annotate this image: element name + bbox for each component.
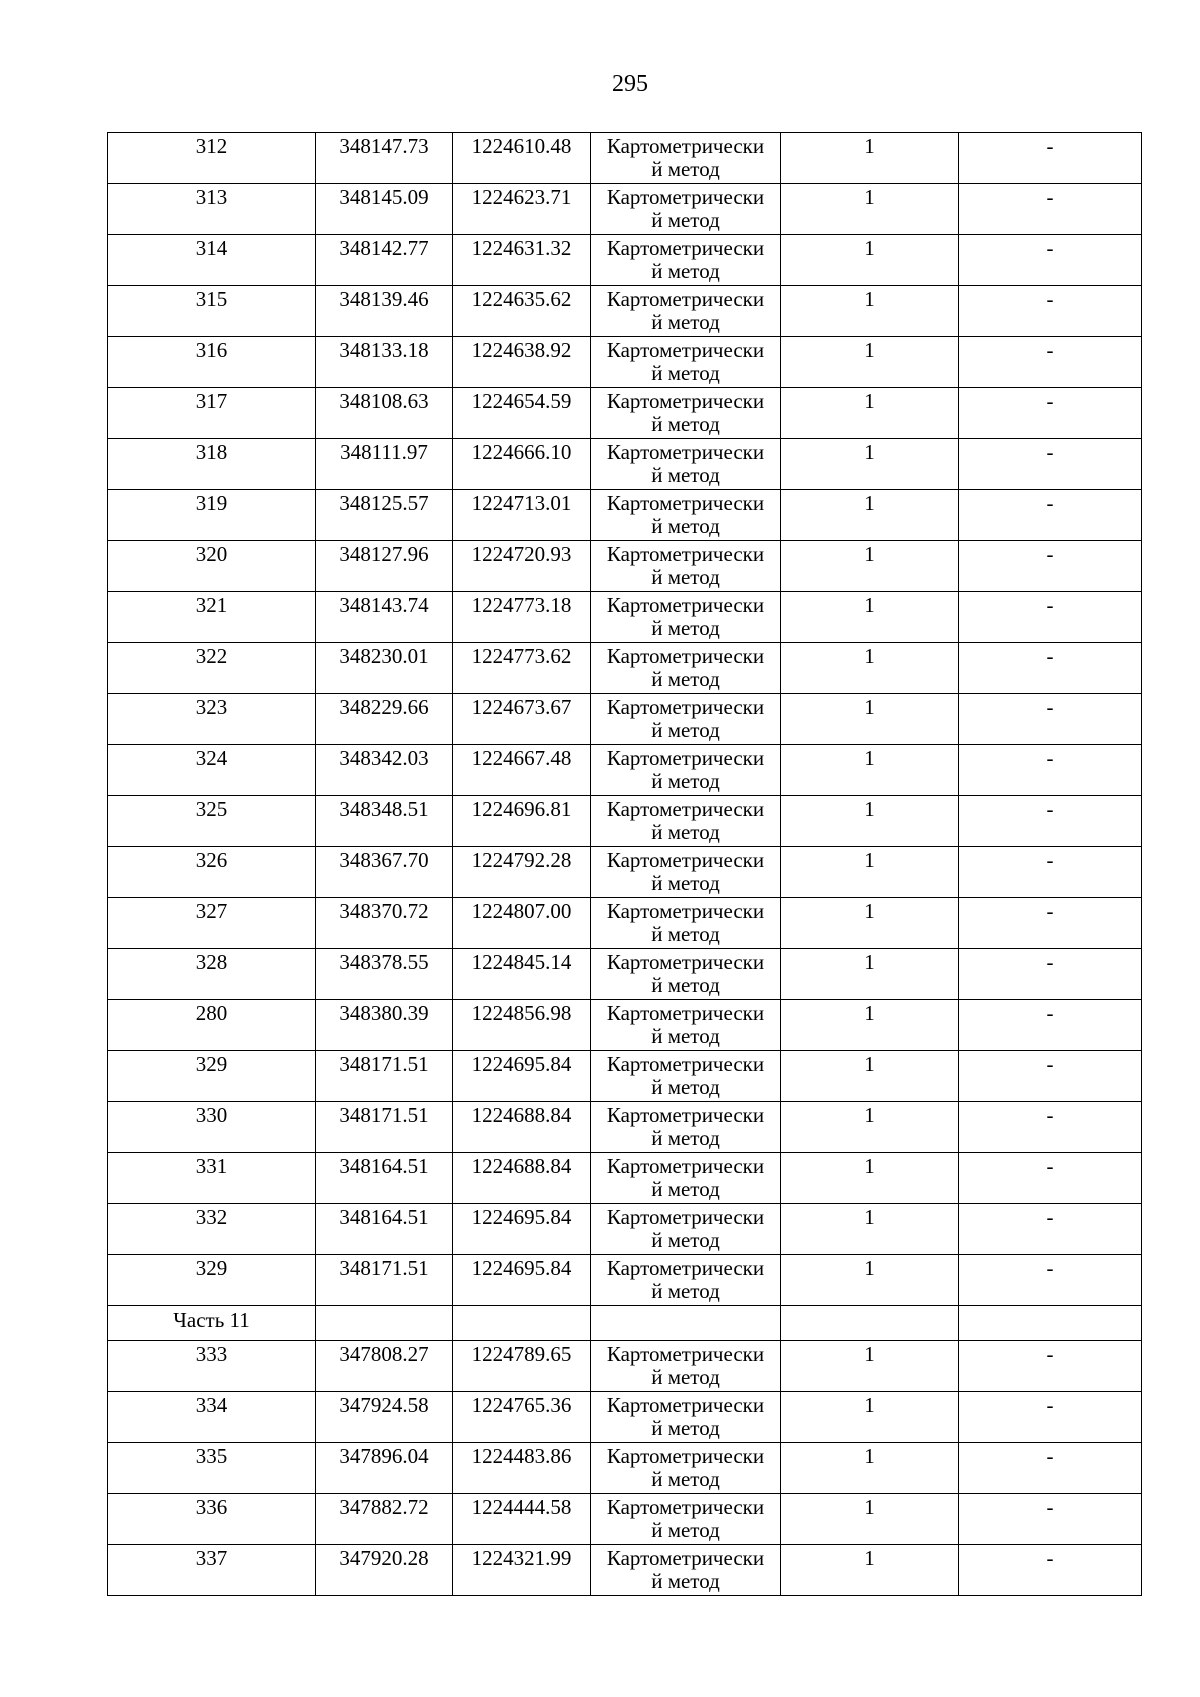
accuracy-cell: 1 [781, 388, 959, 439]
y-coordinate-cell: 1224673.67 [453, 694, 591, 745]
accuracy-cell: 1 [781, 745, 959, 796]
accuracy-cell: 1 [781, 796, 959, 847]
section-label: Часть 11 [108, 1306, 316, 1341]
description-cell: - [959, 847, 1142, 898]
accuracy-cell: 1 [781, 1443, 959, 1494]
method-cell [591, 133, 781, 184]
accuracy-cell: 1 [781, 235, 959, 286]
point-number-cell: 331 [108, 1153, 316, 1204]
x-coordinate-cell: 348229.66 [316, 694, 453, 745]
table-row [108, 1494, 1142, 1545]
table-row [108, 1443, 1142, 1494]
method-line-2: й метод [651, 1365, 720, 1389]
method-line-2: й метод [651, 922, 720, 946]
table-row [108, 235, 1142, 286]
method-line-2: й метод [651, 871, 720, 895]
point-number-cell: 315 [108, 286, 316, 337]
method-cell [591, 592, 781, 643]
point-number-cell: 317 [108, 388, 316, 439]
table-row [108, 694, 1142, 745]
method-cell [591, 1102, 781, 1153]
coordinates-table-body [108, 133, 1142, 1596]
y-coordinate-cell: 1224807.00 [453, 898, 591, 949]
page-number: 295 [612, 71, 648, 97]
table-row [108, 643, 1142, 694]
x-coordinate-cell: 348348.51 [316, 796, 453, 847]
empty-cell [316, 1306, 453, 1341]
method-line-2: й метод [651, 1467, 720, 1491]
method-cell [591, 286, 781, 337]
description-cell: - [959, 439, 1142, 490]
method-line-2: й метод [651, 1279, 720, 1303]
method-cell [591, 949, 781, 1000]
point-number-cell: 328 [108, 949, 316, 1000]
table-row [108, 490, 1142, 541]
description-cell: - [959, 1494, 1142, 1545]
description-cell: - [959, 745, 1142, 796]
table-row [108, 1392, 1142, 1443]
method-cell [591, 337, 781, 388]
point-number-cell: 319 [108, 490, 316, 541]
description-cell: - [959, 1153, 1142, 1204]
description-cell: - [959, 388, 1142, 439]
method-cell [591, 1443, 781, 1494]
point-number-cell: 324 [108, 745, 316, 796]
y-coordinate-cell: 1224695.84 [453, 1255, 591, 1306]
accuracy-cell: 1 [781, 694, 959, 745]
method-line-2: й метод [651, 973, 720, 997]
y-coordinate-cell: 1224638.92 [453, 337, 591, 388]
table-row [108, 592, 1142, 643]
method-line-2: й метод [651, 361, 720, 385]
method-line-1: Картометрически [606, 542, 765, 566]
method-line-1: Картометрически [606, 899, 765, 923]
table-row [108, 847, 1142, 898]
y-coordinate-cell: 1224695.84 [453, 1204, 591, 1255]
method-line-1: Картометрически [606, 1154, 765, 1178]
y-coordinate-cell: 1224792.28 [453, 847, 591, 898]
method-line-2: й метод [651, 1075, 720, 1099]
point-number-cell: 336 [108, 1494, 316, 1545]
method-cell [591, 1392, 781, 1443]
point-number-cell: 322 [108, 643, 316, 694]
accuracy-cell: 1 [781, 1000, 959, 1051]
point-number-cell: 313 [108, 184, 316, 235]
method-line-1: Картометрически [606, 1001, 765, 1025]
accuracy-cell: 1 [781, 1255, 959, 1306]
method-line-2: й метод [651, 820, 720, 844]
description-cell: - [959, 1051, 1142, 1102]
method-cell [591, 490, 781, 541]
point-number-cell: 334 [108, 1392, 316, 1443]
description-cell: - [959, 235, 1142, 286]
accuracy-cell: 1 [781, 1204, 959, 1255]
y-coordinate-cell: 1224773.62 [453, 643, 591, 694]
method-line-1: Картометрически [606, 491, 765, 515]
table-row [108, 1255, 1142, 1306]
table-row [108, 1341, 1142, 1392]
point-number-cell: 323 [108, 694, 316, 745]
accuracy-cell: 1 [781, 847, 959, 898]
method-line-1: Картометрически [606, 797, 765, 821]
accuracy-cell: 1 [781, 1341, 959, 1392]
x-coordinate-cell: 348139.46 [316, 286, 453, 337]
point-number-cell: 337 [108, 1545, 316, 1596]
description-cell: - [959, 1341, 1142, 1392]
method-line-2: й метод [651, 667, 720, 691]
description-cell: - [959, 949, 1142, 1000]
method-line-2: й метод [651, 565, 720, 589]
point-number-cell: 280 [108, 1000, 316, 1051]
method-line-2: й метод [651, 463, 720, 487]
y-coordinate-cell: 1224856.98 [453, 1000, 591, 1051]
description-cell: - [959, 694, 1142, 745]
table-row [108, 745, 1142, 796]
point-number-cell: 329 [108, 1051, 316, 1102]
table-row [108, 1051, 1142, 1102]
method-line-1: Картометрически [606, 1256, 765, 1280]
point-number-cell: 321 [108, 592, 316, 643]
accuracy-cell: 1 [781, 643, 959, 694]
method-line-1: Картометрически [606, 338, 765, 362]
description-cell: - [959, 541, 1142, 592]
method-cell [591, 1204, 781, 1255]
description-cell: - [959, 796, 1142, 847]
x-coordinate-cell: 348111.97 [316, 439, 453, 490]
method-cell [591, 1545, 781, 1596]
x-coordinate-cell: 348125.57 [316, 490, 453, 541]
table-row [108, 1153, 1142, 1204]
description-cell: - [959, 643, 1142, 694]
y-coordinate-cell: 1224666.10 [453, 439, 591, 490]
method-line-1: Картометрически [606, 1103, 765, 1127]
y-coordinate-cell: 1224720.93 [453, 541, 591, 592]
method-line-1: Картометрически [606, 1546, 765, 1570]
method-line-1: Картометрически [606, 134, 765, 158]
y-coordinate-cell: 1224610.48 [453, 133, 591, 184]
y-coordinate-cell: 1224688.84 [453, 1153, 591, 1204]
accuracy-cell: 1 [781, 439, 959, 490]
table-row [108, 1545, 1142, 1596]
method-line-2: й метод [651, 208, 720, 232]
method-cell [591, 541, 781, 592]
method-line-1: Картометрически [606, 1342, 765, 1366]
method-cell [591, 439, 781, 490]
point-number-cell: 316 [108, 337, 316, 388]
description-cell: - [959, 1255, 1142, 1306]
x-coordinate-cell: 348145.09 [316, 184, 453, 235]
table-row [108, 337, 1142, 388]
accuracy-cell: 1 [781, 898, 959, 949]
description-cell: - [959, 1000, 1142, 1051]
x-coordinate-cell: 348164.51 [316, 1153, 453, 1204]
point-number-cell: 320 [108, 541, 316, 592]
description-cell: - [959, 592, 1142, 643]
coordinates-table [107, 132, 1142, 1596]
accuracy-cell: 1 [781, 1545, 959, 1596]
accuracy-cell: 1 [781, 1494, 959, 1545]
description-cell: - [959, 184, 1142, 235]
y-coordinate-cell: 1224695.84 [453, 1051, 591, 1102]
method-line-2: й метод [651, 718, 720, 742]
method-line-2: й метод [651, 310, 720, 334]
x-coordinate-cell: 347924.58 [316, 1392, 453, 1443]
x-coordinate-cell: 348171.51 [316, 1102, 453, 1153]
x-coordinate-cell: 347896.04 [316, 1443, 453, 1494]
point-number-cell: 312 [108, 133, 316, 184]
x-coordinate-cell: 348171.51 [316, 1051, 453, 1102]
method-cell [591, 847, 781, 898]
method-line-1: Картометрически [606, 1444, 765, 1468]
method-line-2: й метод [651, 1228, 720, 1252]
accuracy-cell: 1 [781, 286, 959, 337]
table-row [108, 1204, 1142, 1255]
method-cell [591, 184, 781, 235]
method-line-1: Картометрически [606, 1205, 765, 1229]
table-row [108, 439, 1142, 490]
x-coordinate-cell: 348171.51 [316, 1255, 453, 1306]
y-coordinate-cell: 1224483.86 [453, 1443, 591, 1494]
x-coordinate-cell: 348133.18 [316, 337, 453, 388]
description-cell: - [959, 490, 1142, 541]
accuracy-cell: 1 [781, 337, 959, 388]
description-cell: - [959, 898, 1142, 949]
method-line-1: Картометрически [606, 1393, 765, 1417]
table-row [108, 541, 1142, 592]
point-number-cell: 335 [108, 1443, 316, 1494]
method-line-1: Картометрически [606, 695, 765, 719]
point-number-cell: 314 [108, 235, 316, 286]
method-line-2: й метод [651, 1416, 720, 1440]
method-line-2: й метод [651, 259, 720, 283]
method-cell [591, 898, 781, 949]
accuracy-cell: 1 [781, 1051, 959, 1102]
empty-cell [781, 1306, 959, 1341]
method-line-1: Картометрически [606, 1495, 765, 1519]
method-cell [591, 1255, 781, 1306]
method-line-1: Картометрически [606, 848, 765, 872]
empty-cell [453, 1306, 591, 1341]
table-row [108, 1102, 1142, 1153]
table-row [108, 898, 1142, 949]
method-line-2: й метод [651, 1177, 720, 1201]
description-cell: - [959, 1204, 1142, 1255]
x-coordinate-cell: 347882.72 [316, 1494, 453, 1545]
point-number-cell: 330 [108, 1102, 316, 1153]
y-coordinate-cell: 1224623.71 [453, 184, 591, 235]
method-line-1: Картометрически [606, 644, 765, 668]
y-coordinate-cell: 1224654.59 [453, 388, 591, 439]
x-coordinate-cell: 348164.51 [316, 1204, 453, 1255]
accuracy-cell: 1 [781, 1153, 959, 1204]
method-cell [591, 388, 781, 439]
method-cell [591, 1494, 781, 1545]
y-coordinate-cell: 1224789.65 [453, 1341, 591, 1392]
description-cell: - [959, 133, 1142, 184]
method-line-1: Картометрически [606, 440, 765, 464]
table-row [108, 286, 1142, 337]
point-number-cell: 332 [108, 1204, 316, 1255]
point-number-cell: 326 [108, 847, 316, 898]
x-coordinate-cell: 348230.01 [316, 643, 453, 694]
description-cell: - [959, 1102, 1142, 1153]
x-coordinate-cell: 348342.03 [316, 745, 453, 796]
y-coordinate-cell: 1224688.84 [453, 1102, 591, 1153]
table-row [108, 133, 1142, 184]
x-coordinate-cell: 348142.77 [316, 235, 453, 286]
accuracy-cell: 1 [781, 592, 959, 643]
method-cell [591, 1341, 781, 1392]
table-row [108, 1000, 1142, 1051]
method-line-2: й метод [651, 1126, 720, 1150]
method-cell [591, 235, 781, 286]
description-cell: - [959, 1545, 1142, 1596]
description-cell: - [959, 337, 1142, 388]
method-line-2: й метод [651, 1518, 720, 1542]
method-line-2: й метод [651, 157, 720, 181]
y-coordinate-cell: 1224696.81 [453, 796, 591, 847]
method-line-2: й метод [651, 514, 720, 538]
x-coordinate-cell: 348108.63 [316, 388, 453, 439]
y-coordinate-cell: 1224773.18 [453, 592, 591, 643]
y-coordinate-cell: 1224635.62 [453, 286, 591, 337]
point-number-cell: 333 [108, 1341, 316, 1392]
method-line-2: й метод [651, 1024, 720, 1048]
method-line-1: Картометрически [606, 593, 765, 617]
x-coordinate-cell: 348380.39 [316, 1000, 453, 1051]
x-coordinate-cell: 347808.27 [316, 1341, 453, 1392]
point-number-cell: 325 [108, 796, 316, 847]
x-coordinate-cell: 348147.73 [316, 133, 453, 184]
y-coordinate-cell: 1224444.58 [453, 1494, 591, 1545]
table-row [108, 796, 1142, 847]
method-line-2: й метод [651, 412, 720, 436]
method-line-1: Картометрически [606, 236, 765, 260]
description-cell: - [959, 1392, 1142, 1443]
table-row [108, 184, 1142, 235]
method-cell [591, 1153, 781, 1204]
method-cell [591, 1000, 781, 1051]
accuracy-cell: 1 [781, 949, 959, 1000]
description-cell: - [959, 1443, 1142, 1494]
point-number-cell: 329 [108, 1255, 316, 1306]
y-coordinate-cell: 1224321.99 [453, 1545, 591, 1596]
method-line-1: Картометрически [606, 185, 765, 209]
method-cell [591, 796, 781, 847]
method-line-1: Картометрически [606, 950, 765, 974]
empty-cell [959, 1306, 1142, 1341]
y-coordinate-cell: 1224713.01 [453, 490, 591, 541]
y-coordinate-cell: 1224667.48 [453, 745, 591, 796]
accuracy-cell: 1 [781, 1392, 959, 1443]
description-cell: - [959, 286, 1142, 337]
y-coordinate-cell: 1224631.32 [453, 235, 591, 286]
x-coordinate-cell: 348143.74 [316, 592, 453, 643]
y-coordinate-cell: 1224845.14 [453, 949, 591, 1000]
method-cell [591, 643, 781, 694]
accuracy-cell: 1 [781, 133, 959, 184]
accuracy-cell: 1 [781, 541, 959, 592]
method-line-1: Картометрически [606, 746, 765, 770]
method-line-1: Картометрически [606, 287, 765, 311]
method-line-2: й метод [651, 1569, 720, 1593]
method-line-2: й метод [651, 616, 720, 640]
point-number-cell: 318 [108, 439, 316, 490]
method-line-1: Картометрически [606, 389, 765, 413]
point-number-cell: 327 [108, 898, 316, 949]
method-cell [591, 745, 781, 796]
accuracy-cell: 1 [781, 1102, 959, 1153]
x-coordinate-cell: 348370.72 [316, 898, 453, 949]
accuracy-cell: 1 [781, 490, 959, 541]
x-coordinate-cell: 348367.70 [316, 847, 453, 898]
table-row [108, 388, 1142, 439]
method-line-2: й метод [651, 769, 720, 793]
x-coordinate-cell: 348378.55 [316, 949, 453, 1000]
method-cell [591, 1051, 781, 1102]
accuracy-cell: 1 [781, 184, 959, 235]
method-cell [591, 694, 781, 745]
x-coordinate-cell: 348127.96 [316, 541, 453, 592]
section-row [108, 1306, 1142, 1341]
table-row [108, 949, 1142, 1000]
method-line-1: Картометрически [606, 1052, 765, 1076]
x-coordinate-cell: 347920.28 [316, 1545, 453, 1596]
y-coordinate-cell: 1224765.36 [453, 1392, 591, 1443]
empty-cell [591, 1306, 781, 1341]
